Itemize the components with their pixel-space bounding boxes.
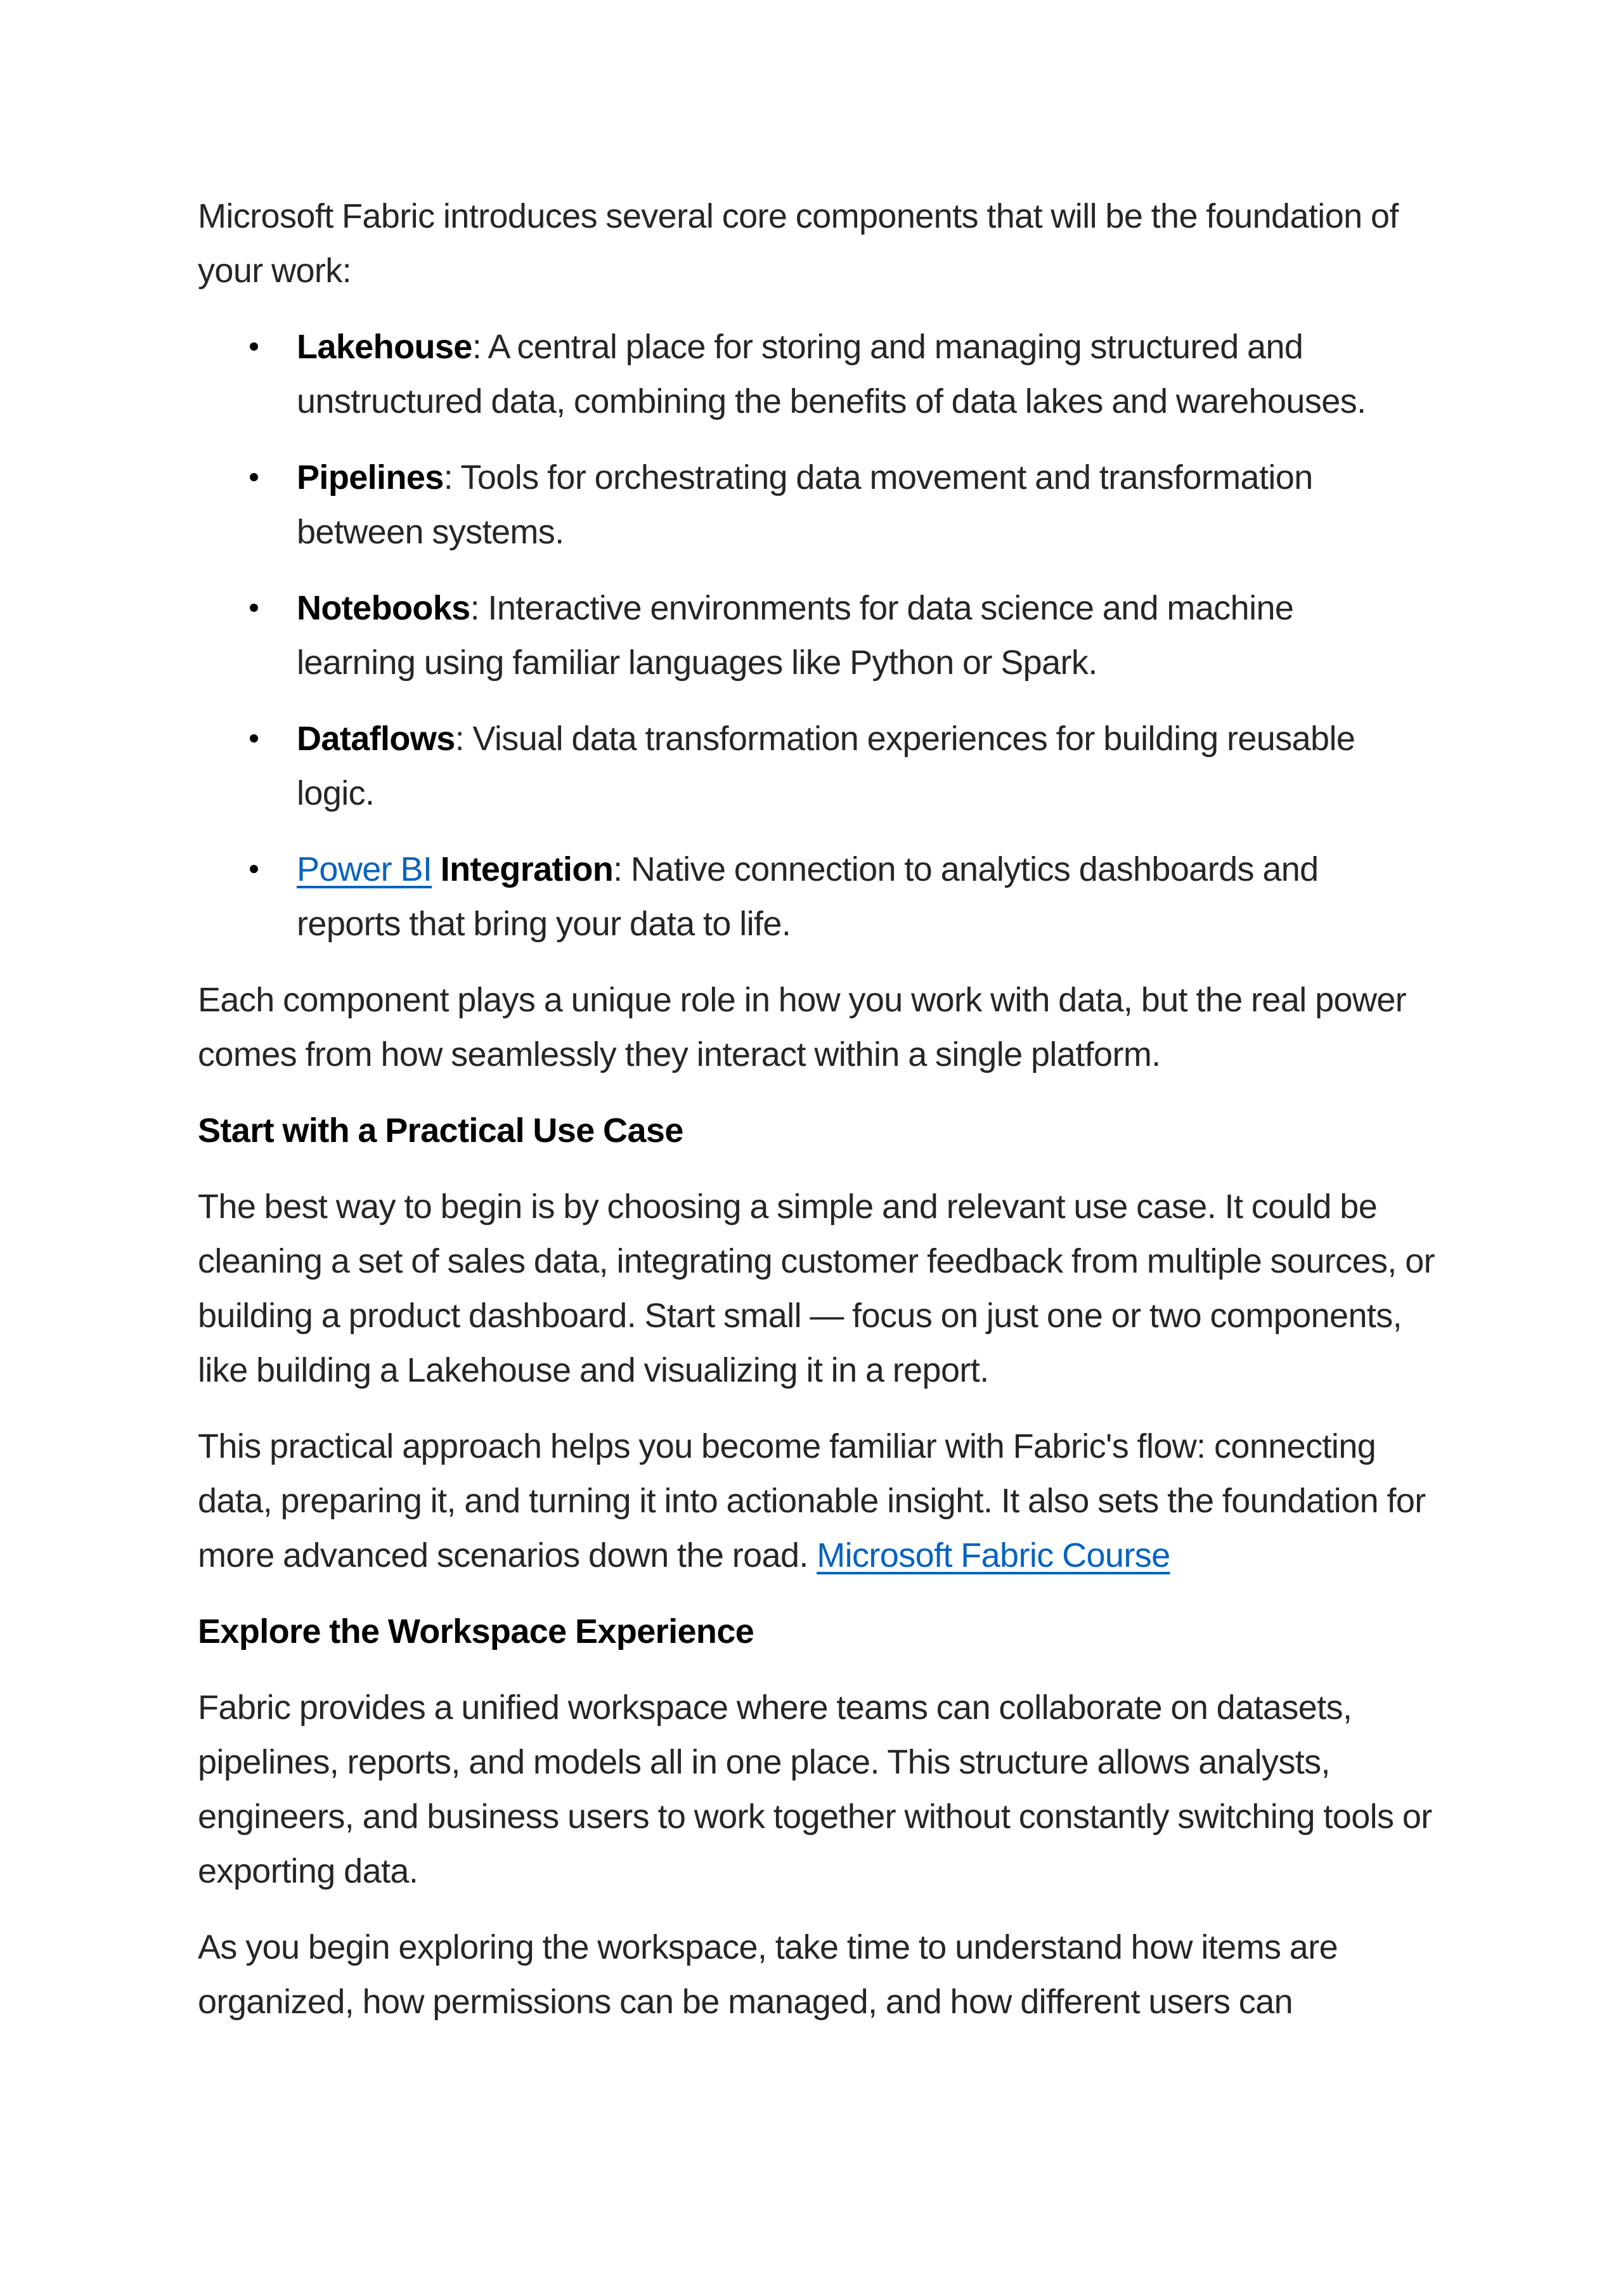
term-label: Dataflows [297, 720, 455, 758]
summary-paragraph: Each component plays a unique role in how you work with data, but the real power comes from how seamlessly they interact within a single platform. [198, 981, 1407, 1073]
section-heading-use-case: Start with a Practical Use Case [198, 1112, 683, 1150]
bullet-icon [250, 711, 262, 766]
term-label: Lakehouse [297, 328, 472, 366]
intro-paragraph: Microsoft Fabric introduces several core components that will be the foundation of your work: [198, 197, 1399, 290]
section-heading-workspace: Explore the Workspace Experience [198, 1612, 754, 1651]
term-description: : Native connection to analytics dashboards and reports that bring your data to life. [297, 850, 1319, 943]
term-description: : Tools for orchestrating data movement and transformation between systems. [297, 458, 1313, 551]
list-item-lakehouse [198, 320, 1440, 429]
list-item-power-bi-integration [198, 842, 1440, 951]
bullet-icon [250, 581, 262, 635]
list-item-pipelines [198, 450, 1440, 559]
bullet-icon [250, 450, 262, 505]
workspace-paragraph-2: As you begin exploring the workspace, take time to understand how items are organized, how permissions can be managed, and how different users can [198, 1928, 1338, 2021]
use-case-paragraph-2-text: This practical approach helps you become familiar with Fabric's flow: connecting data, preparing it, and turning it into actionable insight. It also sets the foundation for more advanced scenarios down the road. [198, 1427, 1426, 1574]
microsoft-fabric-course-link[interactable]: Microsoft Fabric Course [817, 1536, 1170, 1574]
list-item-notebooks [198, 581, 1440, 690]
term-label: Pipelines [297, 458, 444, 496]
list-item-dataflows [198, 711, 1440, 820]
use-case-paragraph-1: The best way to begin is by choosing a simple and relevant use case. It could be cleaning a set of sales data, integrating customer feedback from multiple sources, or building a product dashboard. Start small — focus on just one or two components, like building a Lakehouse and visualizing it in a report. [198, 1188, 1435, 1389]
bullet-icon [250, 842, 262, 897]
bullet-icon [250, 320, 262, 374]
document-page [198, 189, 1440, 2051]
term-description: : A central place for storing and managing structured and unstructured data, combining the benefits of data lakes and warehouses. [297, 328, 1366, 420]
workspace-paragraph-1: Fabric provides a unified workspace where teams can collaborate on datasets, pipelines, reports, and models all in one place. This structure allows analysts, engineers, and business users to work together without constantly switching tools or exporting data. [198, 1689, 1432, 1890]
power-bi-link[interactable]: Power BI [297, 850, 432, 888]
term-description: : Interactive environments for data science and machine learning using familiar languages like Python or Spark. [297, 589, 1294, 682]
term-label: Integration [440, 850, 614, 888]
use-case-paragraph-2 [198, 1419, 1440, 1583]
term-label: Notebooks [297, 589, 470, 627]
term-description: : Visual data transformation experiences for building reusable logic. [297, 720, 1355, 812]
components-list [198, 320, 1440, 951]
